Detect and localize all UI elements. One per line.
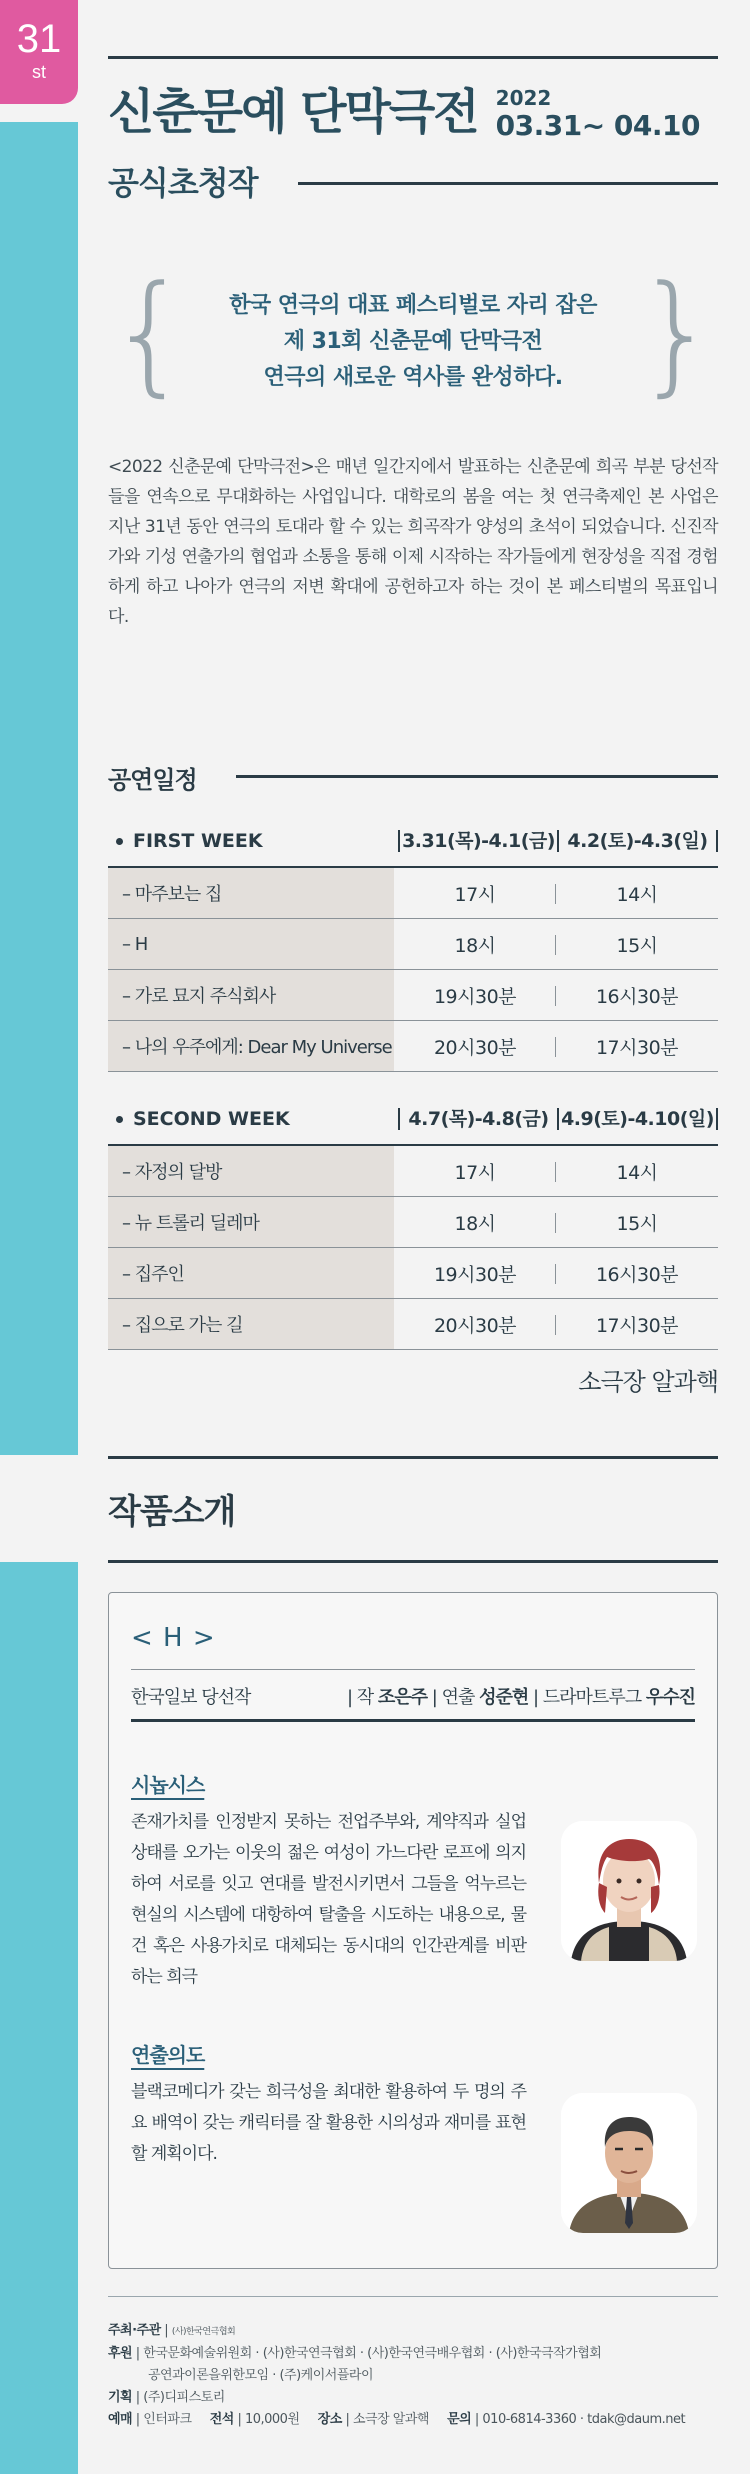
schedule-row: [108, 1146, 718, 1197]
venue-label: 소극장 알과핵: [578, 1368, 718, 1396]
schedule-heading-rule: [236, 775, 718, 778]
schedule-row: [108, 1248, 718, 1299]
week-date-2: 4.2(토)-4.3(일): [557, 830, 718, 852]
dramaturg-name: 우수진: [645, 1687, 695, 1708]
writer-photo: [561, 1821, 697, 1961]
week-date-1: 3.31(목)-4.1(금): [398, 830, 557, 852]
week-header: [108, 816, 718, 868]
work-credits: [131, 1683, 695, 1709]
play-time-2: 17시30분: [595, 1036, 679, 1059]
work-source: 한국일보 당선작: [131, 1687, 251, 1708]
host-logo: (사)한국연극협회: [171, 2327, 236, 2337]
schedule-week-2: [108, 1094, 718, 1350]
contact-info: 010-6814-3360 · tdak@daum.net: [482, 2412, 686, 2427]
left-brace-icon: {: [108, 257, 191, 409]
play-time-2: 16시30분: [595, 1263, 679, 1286]
footer-ticket-info: 예매 | 인터파크 전석 | 10,000원 장소 | 소극장 알과핵 문의 | 010-6814-3360 · tdak@daum.net: [108, 2412, 686, 2427]
play-time-2: 14시: [616, 883, 658, 906]
card-rule: [131, 1669, 695, 1670]
play-time-2: 17시30분: [595, 1314, 679, 1337]
schedule-row: [108, 1197, 718, 1248]
play-name: – 마주보는 집: [108, 868, 394, 918]
schedule-week-1: [108, 816, 718, 1072]
intent-heading: 연출의도: [131, 2043, 205, 2067]
festival-year: 2022: [495, 86, 552, 110]
tagline-line-3: 연극의 새로운 역사를 완성하다.: [263, 365, 563, 390]
schedule-row: [108, 919, 718, 970]
footer-plan: 기획 | (주)디피스토리: [108, 2390, 225, 2405]
play-name: – H: [108, 919, 394, 969]
play-name: – 나의 우주에게: Dear My Universe: [108, 1021, 394, 1071]
synopsis-heading: 시놉시스: [131, 1773, 205, 1797]
play-name: – 뉴 트롤리 딜레마: [108, 1197, 394, 1247]
edition-badge: [0, 0, 78, 104]
footer-sponsor: 후원 | 한국문화예술위원회 · (사)한국연극협회 · (사)한국연극배우협회 · (사)한국극작가협회: [108, 2346, 602, 2361]
play-name: – 가로 묘지 주식회사: [108, 970, 394, 1020]
writer-name: 조은주: [377, 1687, 428, 1708]
works-bottom-rule: [108, 1560, 718, 1563]
tagline-line-1: 한국 연극의 대표 페스티벌로 자리 잡은: [229, 293, 597, 318]
play-time-2: 14시: [616, 1161, 658, 1184]
bullet-icon: [116, 1116, 123, 1123]
venue-name: 소극장 알과핵: [352, 2412, 429, 2427]
works-heading: 작품소개: [108, 1492, 236, 1532]
play-time-1: 17시: [394, 868, 556, 918]
card-rule-bold: [131, 1719, 695, 1722]
tagline-line-2: 제 31회 신춘문예 단막극전: [283, 329, 543, 354]
play-time-1: 19시30분: [394, 1248, 556, 1298]
play-time-1: 18시: [394, 1197, 556, 1247]
week-date-1: 4.7(목)-4.8(금): [398, 1108, 557, 1130]
play-time-2: 15시: [616, 934, 658, 957]
schedule-row: [108, 1021, 718, 1072]
festival-range: 03.31~ 04.10: [495, 109, 700, 142]
play-name: – 자정의 달방: [108, 1146, 394, 1196]
edition-number: 31: [16, 17, 62, 61]
decorative-teal-bar-bottom: [0, 1562, 78, 2474]
tagline-text: [168, 288, 658, 396]
play-name: – 집주인: [108, 1248, 394, 1298]
work-title: < H >: [131, 1623, 216, 1653]
intent-text: 블랙코메디가 갖는 희극성을 최대한 활용하여 두 명의 주요 배역이 갖는 캐릭터를 잘 활용한 시의성과 재미를 표현할 계획이다.: [131, 2082, 526, 2164]
director-photo: [561, 2093, 697, 2233]
work-staff: | 작 조은주 | 연출 성준현 | 드라마트루그 우수진: [346, 1687, 695, 1708]
festival-dates: [496, 84, 700, 144]
footer-rule: [108, 2296, 718, 2297]
top-rule: [108, 56, 718, 59]
bullet-icon: [116, 838, 123, 845]
footer-credits: [108, 2320, 738, 2431]
director-name: 성준현: [479, 1687, 529, 1708]
decorative-teal-bar-top: [0, 122, 78, 1455]
play-name: – 집으로 가는 길: [108, 1299, 394, 1349]
page-subtitle: 공식초청작: [108, 164, 258, 202]
work-card: [108, 1592, 718, 2269]
schedule-row: [108, 868, 718, 919]
writer-portrait-icon: [561, 1821, 697, 1961]
synopsis-text: 존재가치를 인정받지 못하는 전업주부와, 계약직과 실업상태를 오가는 이웃의 젊은 여성이 가느다란 로프에 의지하여 서로를 잇고 연대를 발전시키면서 그들을 억누르는 현실의 시스템에 대항하여 탈출을 시도하는 내용으로, 물건 혹은 사용가치로 대체되는 동시대의 인간관계를 비판하는 희극: [131, 1812, 526, 1987]
play-time-1: 18시: [394, 919, 556, 969]
week-label: FIRST WEEK: [108, 830, 398, 852]
schedule-heading: 공연일정: [108, 766, 197, 794]
play-time-2: 15시: [616, 1212, 658, 1235]
subtitle-rule: [298, 182, 718, 185]
play-time-1: 19시30분: [394, 970, 556, 1020]
right-brace-icon: }: [635, 257, 718, 409]
week-label: SECOND WEEK: [108, 1108, 398, 1130]
week-header: [108, 1094, 718, 1146]
play-time-1: 20시30분: [394, 1299, 556, 1349]
intro-paragraph: <2022 신춘문예 단막극전>은 매년 일간지에서 발표하는 신춘문예 희곡 부분 당선작들을 연속으로 무대화하는 사업입니다. 대학로의 봄을 여는 첫 연극축제인 본 사업은 지난 31년 동안 연극의 토대라 할 수 있는 희곡작가 양성의 초석이 되었습니다. 신진작가와 기성 연출가의 협업과 소통을 통해 이제 시작하는 작가들에게 현장성을 직접 경험하게 하고 나아가 연극의 저변 확대에 공헌하고자 하는 것이 본 페스티벌의 목표입니다.: [108, 457, 718, 627]
works-top-rule: [108, 1456, 718, 1459]
play-time-1: 20시30분: [394, 1021, 556, 1071]
ticket-price: 10,000원: [244, 2412, 300, 2427]
footer-sponsor-2: 공연과이론을위한모임 · (주)케이서플라이: [148, 2368, 374, 2383]
ticket-vendor: 인터파크: [143, 2412, 192, 2427]
schedule-row: [108, 970, 718, 1021]
tagline-quote: [108, 257, 718, 409]
play-time-1: 17시: [394, 1146, 556, 1196]
schedule-row: [108, 1299, 718, 1350]
week-date-2: 4.9(토)-4.10(일): [557, 1108, 718, 1130]
director-portrait-icon: [561, 2093, 697, 2233]
edition-suffix: st: [31, 62, 46, 82]
header: [108, 80, 718, 144]
footer-host: 주최·주관 | (사)한국연극협회: [108, 2323, 236, 2338]
play-time-2: 16시30분: [595, 985, 679, 1008]
page-title: 신춘문예 단막극전: [108, 84, 478, 140]
